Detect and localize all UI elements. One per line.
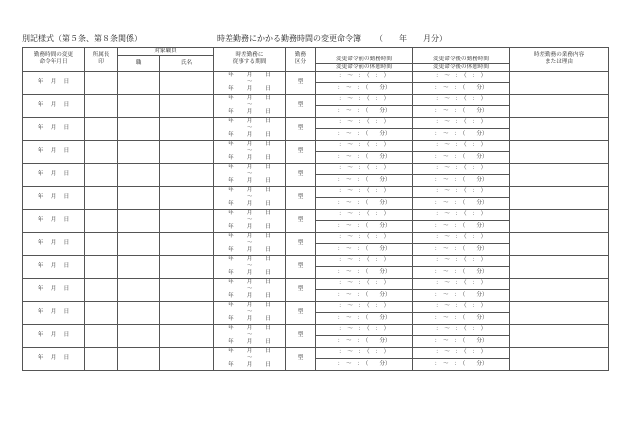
period-cell[interactable] xyxy=(214,94,286,117)
work-type-cell[interactable]: 型 xyxy=(286,186,316,209)
period-start: 年 月 日 xyxy=(228,302,271,308)
order-date-cell[interactable]: 年 月 日 xyxy=(23,209,85,232)
before-break-cell[interactable]: ： ～ ： （ 分） xyxy=(316,152,413,164)
period-end: 年 月 日 xyxy=(228,247,271,253)
before-break-cell[interactable]: ： ～ ： （ 分） xyxy=(316,290,413,302)
period-tilde: ～ xyxy=(246,263,253,269)
name-cell[interactable] xyxy=(160,186,214,209)
after-break-cell[interactable]: ： ～ ： （ 分） xyxy=(413,175,510,187)
before-hours-cell[interactable]: ： ～ ： （ ： ） xyxy=(316,140,413,152)
period-header: 時差勤務に 従事する期間 xyxy=(214,48,286,72)
table-row xyxy=(23,301,609,313)
before-break-cell[interactable]: ： ～ ： （ 分） xyxy=(316,244,413,256)
name-cell[interactable] xyxy=(160,278,214,301)
before-hours-cell[interactable]: ： ～ ： （ ： ） xyxy=(316,94,413,106)
period-cell[interactable] xyxy=(214,163,286,186)
after-break-cell[interactable]: ： ～ ： （ 分） xyxy=(413,83,510,95)
period-end: 年 月 日 xyxy=(228,132,271,138)
reason-cell[interactable] xyxy=(510,347,609,370)
position-cell[interactable] xyxy=(118,140,160,163)
after-break-cell[interactable]: ： ～ ： （ 分） xyxy=(413,313,510,325)
period-tilde: ～ xyxy=(246,125,253,131)
position-cell[interactable] xyxy=(118,255,160,278)
period-tilde: ～ xyxy=(246,79,253,85)
name-cell[interactable] xyxy=(160,232,214,255)
period-tilde: ～ xyxy=(246,309,253,315)
after-hours-cell[interactable]: ： ～ ： （ ： ） xyxy=(413,94,510,106)
supervisor-seal-cell[interactable] xyxy=(85,71,118,94)
supervisor-seal-cell[interactable] xyxy=(85,347,118,370)
supervisor-seal-cell[interactable] xyxy=(85,255,118,278)
after-break-cell[interactable]: ： ～ ： （ 分） xyxy=(413,244,510,256)
work-type-cell[interactable]: 型 xyxy=(286,117,316,140)
table-row xyxy=(23,186,609,198)
before-break-cell[interactable]: ： ～ ： （ 分） xyxy=(316,129,413,141)
period-end: 年 月 日 xyxy=(228,293,271,299)
before-break-cell[interactable]: ： ～ ： （ 分） xyxy=(316,359,413,371)
position-cell[interactable] xyxy=(118,209,160,232)
work-type-cell[interactable]: 型 xyxy=(286,255,316,278)
period-cell[interactable] xyxy=(214,71,286,94)
supervisor-seal-cell[interactable] xyxy=(85,324,118,347)
order-date-cell[interactable]: 年 月 日 xyxy=(23,278,85,301)
period-tilde: ～ xyxy=(246,102,253,108)
supervisor-seal-cell[interactable] xyxy=(85,278,118,301)
after-break-cell[interactable]: ： ～ ： （ 分） xyxy=(413,221,510,233)
before-hours-cell[interactable]: ： ～ ： （ ： ） xyxy=(316,255,413,267)
supervisor-seal-cell[interactable] xyxy=(85,186,118,209)
position-cell[interactable] xyxy=(118,347,160,370)
table-row xyxy=(23,117,609,129)
order-date-cell[interactable]: 年 月 日 xyxy=(23,117,85,140)
period-start: 年 月 日 xyxy=(228,210,271,216)
after-hours-cell[interactable]: ： ～ ： （ ： ） xyxy=(413,117,510,129)
name-cell[interactable] xyxy=(160,94,214,117)
work-type-cell[interactable]: 型 xyxy=(286,301,316,324)
order-date-cell[interactable]: 年 月 日 xyxy=(23,94,85,117)
supervisor-seal-cell[interactable] xyxy=(85,140,118,163)
work-type-cell[interactable]: 型 xyxy=(286,324,316,347)
before-break-cell[interactable]: ： ～ ： （ 分） xyxy=(316,267,413,279)
before-break-cell[interactable]: ： ～ ： （ 分） xyxy=(316,313,413,325)
table-row xyxy=(23,255,609,267)
period-end: 年 月 日 xyxy=(228,178,271,184)
before-break-cell[interactable]: ： ～ ： （ 分） xyxy=(316,175,413,187)
after-hours-cell[interactable]: ： ～ ： （ ： ） xyxy=(413,232,510,244)
period-tilde: ～ xyxy=(246,240,253,246)
period-tilde: ～ xyxy=(246,217,253,223)
table-row xyxy=(23,94,609,106)
name-cell[interactable] xyxy=(160,140,214,163)
after-hours-cell[interactable]: ： ～ ： （ ： ） xyxy=(413,140,510,152)
supervisor-seal-cell[interactable] xyxy=(85,94,118,117)
position-cell[interactable] xyxy=(118,117,160,140)
before-hours-cell[interactable]: ： ～ ： （ ： ） xyxy=(316,186,413,198)
reason-cell[interactable] xyxy=(510,209,609,232)
period-cell[interactable] xyxy=(214,186,286,209)
position-cell[interactable] xyxy=(118,301,160,324)
period-end: 年 月 日 xyxy=(228,362,271,368)
period-start: 年 月 日 xyxy=(228,187,271,193)
reason-cell[interactable] xyxy=(510,140,609,163)
position-cell[interactable] xyxy=(118,71,160,94)
name-cell[interactable] xyxy=(160,324,214,347)
period-start: 年 月 日 xyxy=(228,72,271,78)
reason-cell[interactable] xyxy=(510,301,609,324)
before-hours-cell[interactable]: ： ～ ： （ ： ） xyxy=(316,71,413,83)
period-end: 年 月 日 xyxy=(228,86,271,92)
table-row xyxy=(23,347,609,359)
order-date-cell[interactable]: 年 月 日 xyxy=(23,324,85,347)
after-hours-cell[interactable]: ： ～ ： （ ： ） xyxy=(413,71,510,83)
period-end: 年 月 日 xyxy=(228,155,271,161)
period-end: 年 月 日 xyxy=(228,270,271,276)
period-end: 年 月 日 xyxy=(228,339,271,345)
form-title: 時差勤務にかかる勤務時間の変更命令簿 xyxy=(217,34,361,43)
after-hours-cell[interactable]: ： ～ ： （ ： ） xyxy=(413,301,510,313)
reason-cell[interactable] xyxy=(510,71,609,94)
table-row xyxy=(23,324,609,336)
period-cell[interactable] xyxy=(214,347,286,370)
table-row xyxy=(23,278,609,290)
period-start: 年 月 日 xyxy=(228,256,271,262)
before-break-cell[interactable]: ： ～ ： （ 分） xyxy=(316,336,413,348)
period-cell[interactable] xyxy=(214,255,286,278)
reason-cell[interactable] xyxy=(510,278,609,301)
period-end: 年 月 日 xyxy=(228,224,271,230)
before-hours-cell[interactable]: ： ～ ： （ ： ） xyxy=(316,278,413,290)
table-row xyxy=(23,232,609,244)
order-register-table xyxy=(22,47,609,371)
reason-cell[interactable] xyxy=(510,255,609,278)
period-start: 年 月 日 xyxy=(228,118,271,124)
period-cell[interactable] xyxy=(214,301,286,324)
order-date-cell[interactable]: 年 月 日 xyxy=(23,301,85,324)
name-cell[interactable] xyxy=(160,117,214,140)
after-hours-cell[interactable]: ： ～ ： （ ： ） xyxy=(413,209,510,221)
before-break-cell[interactable]: ： ～ ： （ 分） xyxy=(316,221,413,233)
period-cell[interactable] xyxy=(214,232,286,255)
reason-cell[interactable] xyxy=(510,232,609,255)
table-row xyxy=(23,140,609,152)
name-cell[interactable] xyxy=(160,163,214,186)
after-break-cell[interactable]: ： ～ ： （ 分） xyxy=(413,359,510,371)
position-cell[interactable] xyxy=(118,163,160,186)
work-type-cell[interactable]: 型 xyxy=(286,209,316,232)
supervisor-seal-cell[interactable] xyxy=(85,301,118,324)
period-cell[interactable] xyxy=(214,324,286,347)
period-tilde: ～ xyxy=(246,286,253,292)
supervisor-seal-header: 所属長 印 xyxy=(85,48,118,72)
work-type-cell[interactable]: 型 xyxy=(286,278,316,301)
form-period: （ 年 月分） xyxy=(375,34,447,43)
order-date-cell[interactable]: 年 月 日 xyxy=(23,232,85,255)
position-cell[interactable] xyxy=(118,186,160,209)
reason-cell[interactable] xyxy=(510,163,609,186)
supervisor-seal-cell[interactable] xyxy=(85,163,118,186)
reason-cell[interactable] xyxy=(510,117,609,140)
table-row xyxy=(23,71,609,83)
period-start: 年 月 日 xyxy=(228,164,271,170)
work-type-cell[interactable]: 型 xyxy=(286,71,316,94)
period-tilde: ～ xyxy=(246,148,253,154)
after-hours-header: 変更命令後の勤務時間 xyxy=(413,56,510,64)
period-end: 年 月 日 xyxy=(228,201,271,207)
order-date-cell[interactable]: 年 月 日 xyxy=(23,140,85,163)
order-date-cell[interactable]: 年 月 日 xyxy=(23,255,85,278)
target-staff-header: 対象職員 xyxy=(118,48,214,56)
reason-header: 時差勤務の業務内容 または理由 xyxy=(510,48,609,72)
order-date-cell[interactable]: 年 月 日 xyxy=(23,186,85,209)
reason-cell[interactable] xyxy=(510,186,609,209)
period-tilde: ～ xyxy=(246,332,253,338)
position-cell[interactable] xyxy=(118,278,160,301)
table-row xyxy=(23,163,609,175)
work-type-cell[interactable]: 型 xyxy=(286,94,316,117)
period-cell[interactable] xyxy=(214,140,286,163)
period-tilde: ～ xyxy=(246,171,253,177)
period-cell[interactable] xyxy=(214,117,286,140)
period-start: 年 月 日 xyxy=(228,95,271,101)
order-date-cell[interactable]: 年 月 日 xyxy=(23,163,85,186)
work-type-cell[interactable]: 型 xyxy=(286,347,316,370)
position-cell[interactable] xyxy=(118,94,160,117)
after-hours-cell[interactable]: ： ～ ： （ ： ） xyxy=(413,347,510,359)
before-hours-cell[interactable]: ： ～ ： （ ： ） xyxy=(316,163,413,175)
position-cell[interactable] xyxy=(118,324,160,347)
work-type-cell[interactable]: 型 xyxy=(286,140,316,163)
name-cell[interactable] xyxy=(160,209,214,232)
before-break-cell[interactable]: ： ～ ： （ 分） xyxy=(316,83,413,95)
after-hours-cell[interactable]: ： ～ ： （ ： ） xyxy=(413,186,510,198)
period-tilde: ～ xyxy=(246,194,253,200)
after-break-cell[interactable]: ： ～ ： （ 分） xyxy=(413,152,510,164)
work-type-cell[interactable]: 型 xyxy=(286,163,316,186)
period-cell[interactable] xyxy=(214,278,286,301)
after-hours-cell[interactable]: ： ～ ： （ ： ） xyxy=(413,163,510,175)
before-hours-header: 変更命令前の勤務時間 xyxy=(316,56,413,64)
after-hours-cell[interactable]: ： ～ ： （ ： ） xyxy=(413,255,510,267)
after-break-cell[interactable]: ： ～ ： （ 分） xyxy=(413,198,510,210)
period-start: 年 月 日 xyxy=(228,348,271,354)
before-hours-cell[interactable]: ： ～ ： （ ： ） xyxy=(316,324,413,336)
name-cell[interactable] xyxy=(160,255,214,278)
after-break-cell[interactable]: ： ～ ： （ 分） xyxy=(413,129,510,141)
name-header: 氏名 xyxy=(160,56,214,72)
work-type-cell[interactable]: 型 xyxy=(286,232,316,255)
position-cell[interactable] xyxy=(118,232,160,255)
period-start: 年 月 日 xyxy=(228,279,271,285)
period-start: 年 月 日 xyxy=(228,325,271,331)
after-break-cell[interactable]: ： ～ ： （ 分） xyxy=(413,290,510,302)
after-break-cell[interactable]: ： ～ ： （ 分） xyxy=(413,267,510,279)
before-hours-cell[interactable]: ： ～ ： （ ： ） xyxy=(316,301,413,313)
order-date-header: 勤務時間の変更 命令年月日 xyxy=(23,48,85,72)
after-break-cell[interactable]: ： ～ ： （ 分） xyxy=(413,336,510,348)
form-label: 別記様式（第５条、第８条関係） xyxy=(22,34,142,43)
period-end: 年 月 日 xyxy=(228,316,271,322)
name-cell[interactable] xyxy=(160,347,214,370)
table-row xyxy=(23,209,609,221)
before-break-cell[interactable]: ： ～ ： （ 分） xyxy=(316,198,413,210)
before-hours-cell[interactable]: ： ～ ： （ ： ） xyxy=(316,232,413,244)
before-hours-cell[interactable]: ： ～ ： （ ： ） xyxy=(316,347,413,359)
work-type-header: 勤務 区分 xyxy=(286,48,316,72)
name-cell[interactable] xyxy=(160,301,214,324)
after-hours-cell[interactable]: ： ～ ： （ ： ） xyxy=(413,324,510,336)
supervisor-seal-cell[interactable] xyxy=(85,117,118,140)
period-tilde: ～ xyxy=(246,355,253,361)
supervisor-seal-cell[interactable] xyxy=(85,232,118,255)
order-date-cell[interactable]: 年 月 日 xyxy=(23,347,85,370)
period-start: 年 月 日 xyxy=(228,233,271,239)
before-hours-cell[interactable]: ： ～ ： （ ： ） xyxy=(316,117,413,129)
name-cell[interactable] xyxy=(160,71,214,94)
after-break-header: 変更命令後の休憩時間 xyxy=(413,63,510,71)
reason-cell[interactable] xyxy=(510,324,609,347)
after-hours-cell[interactable]: ： ～ ： （ ： ） xyxy=(413,278,510,290)
before-hours-cell[interactable]: ： ～ ： （ ： ） xyxy=(316,209,413,221)
period-end: 年 月 日 xyxy=(228,109,271,115)
supervisor-seal-cell[interactable] xyxy=(85,209,118,232)
before-break-header: 変更命令前の休憩時間 xyxy=(316,63,413,71)
reason-cell[interactable] xyxy=(510,94,609,117)
period-start: 年 月 日 xyxy=(228,141,271,147)
position-header: 職 xyxy=(118,56,160,72)
after-break-cell[interactable]: ： ～ ： （ 分） xyxy=(413,106,510,118)
order-date-cell[interactable]: 年 月 日 xyxy=(23,71,85,94)
period-cell[interactable] xyxy=(214,209,286,232)
before-break-cell[interactable]: ： ～ ： （ 分） xyxy=(316,106,413,118)
